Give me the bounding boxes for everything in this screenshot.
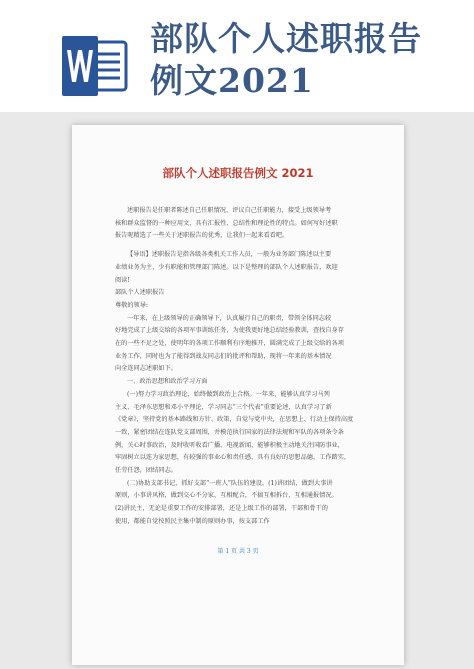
document-line: 一、政治思想和政治学习方面 xyxy=(127,378,208,386)
document-line: 业绩业务为主，少有职能和管理部门陈述。以下是整理的部队个人述职报告，欢迎 xyxy=(115,263,338,271)
header xyxy=(0,0,474,112)
document-line: 任劳任怨，团结同志。 xyxy=(115,467,177,475)
document-title: 部队个人述职报告例文 2021 xyxy=(162,166,314,180)
document-line: 核和群众监督的一种应用文，具有汇报性、总结性和理论性的特点。如何写好述职 xyxy=(115,219,338,227)
document-line: 阅读! xyxy=(115,276,130,284)
document-line: 向全连同志述职如下。 xyxy=(115,365,177,373)
word-icon xyxy=(62,36,128,96)
document-line: 《党章》，坚持党的基本路线和方针、政策，自觉与党中央，在思想上、行动上保持高度 xyxy=(115,416,354,424)
document-line: 例，关心时事政治，及时收听收看广播、电视新闻，能够积极主动地关注国防事业， xyxy=(115,441,344,449)
document-page xyxy=(72,125,404,665)
document-line: (一)努力学习政治理论，始终做到政治上合格。一年来，能够认真学习马列 xyxy=(127,390,330,398)
document-line: 主义、毛泽东思想和邓小平理论，学习同志“三个代表”重要论述，认真学习了新 xyxy=(115,403,332,411)
document-line: (2)讲民主，无论是重要工作的安排部署，还是上级工作的部署，干部和骨干的 xyxy=(115,505,328,513)
page-title-line-2: 例文2021 xyxy=(150,61,314,100)
page-title xyxy=(150,18,470,102)
document-line: 在的一些不足之处，使明年的各项工作顺利有序地推开，圆满完成了上级交给的各项 xyxy=(115,340,344,348)
document-line: 报告呢精选了一些关于述职报告的优秀，让我们一起来看看吧。 xyxy=(115,232,289,240)
document-line: 一致，紧密团结在连队党支部周围，并模范执行国家的法律法规和军队的各项条令条 xyxy=(115,428,344,436)
document-line: 牢固树立以连为家思想，有较强的事业心和责任感，具有良好的思想品德，工作踏实， xyxy=(115,454,351,462)
document-line: 好地完成了上级交给的各项军事训练任务，为使我更好地总结经验教训，查找自身存 xyxy=(115,327,344,335)
document-line: (二)协助支部书记，抓好支部“一班人”队伍的建设。(1)讲团结，做到大事讲 xyxy=(127,479,333,487)
document-line: 【导语】述职报告是指各级各类机关工作人员，一般为业务部门陈述以主要 xyxy=(127,251,332,259)
document-line: 原则，小事讲风格，做到交心不分家，互相配合，不搞互相拆台，互相通报情况。 xyxy=(115,492,338,500)
document-line: 一年来，在上级领导的正确领导下，认真履行自己的职责，带领全体同志较 xyxy=(127,314,332,322)
document-body xyxy=(115,205,370,529)
document-line: 述职报告是任职者陈述自己任职情况，评议自己任职能力，接受上级领导考 xyxy=(127,207,332,214)
document-line: 部队个人述职报告 xyxy=(115,289,165,297)
page-indicator: 第 1 页 共 3 页 xyxy=(217,548,259,555)
page-title-line-1: 部队个人述职报告 xyxy=(150,19,422,58)
document-line: 业务工作，同时也为了能得到战友同志们的批评和帮助，现将一年来的基本情况 xyxy=(115,352,332,360)
document-line: 尊敬的领导: xyxy=(115,301,149,309)
document-line: 使用，都能自觉按照民主集中制的原则办事，按支部工作 xyxy=(115,517,270,525)
